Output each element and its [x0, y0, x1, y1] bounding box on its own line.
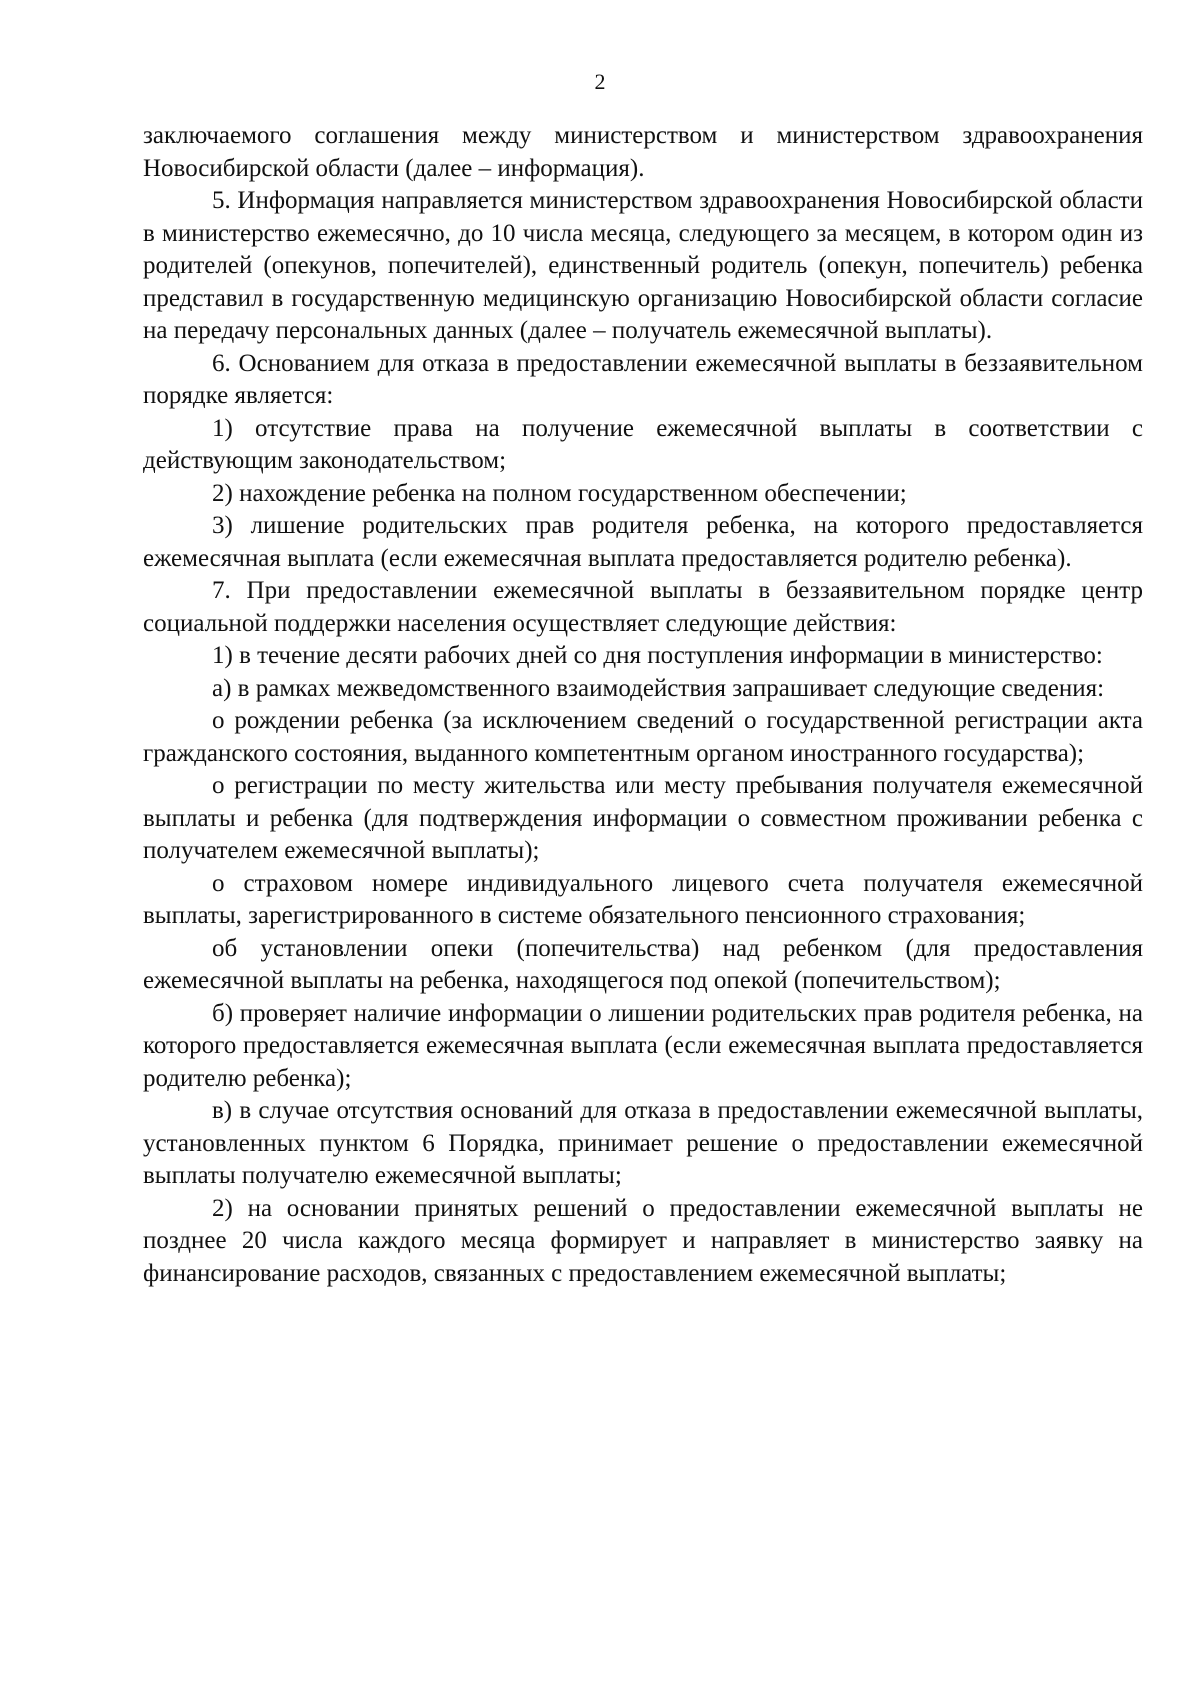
paragraph: 5. Информация направляется министерством здравоохранения Новосибирской области в министерство ежемесячно, до 10 числа месяца, следующего за месяцем, в котором один из родителей (опекунов, попечителей), единственный родитель (опекун, попечитель) ребенка представил в государственную медицинскую организацию Новосибирской области согласие на передачу персональных данных (далее – получатель ежемесячной выплаты). [143, 187, 1143, 344]
paragraph: 3) лишение родительских прав родителя ребенка, на которого предоставляется ежемесячная выплата (если ежемесячная выплата предоставляется родителю ребенка). [143, 512, 1143, 572]
paragraph: а) в рамках межведомственного взаимодействия запрашивает следующие сведения: [212, 674, 1105, 702]
paragraph: о страховом номере индивидуального лицевого счета получателя ежемесячной выплаты, зарегистрированного в системе обязательного пенсионного страхования; [143, 869, 1143, 929]
paragraph: 1) отсутствие права на получение ежемесячной выплаты в соответствии с действующим законодательством; [143, 414, 1143, 474]
paragraph: о регистрации по месту жительства или месту пребывания получателя ежемесячной выплаты и ребенка (для подтверждения информации о совместном проживании ребенка с получателем ежемесячной выплаты); [143, 772, 1143, 864]
paragraph: заключаемого соглашения между министерством и министерством здравоохранения Новосибирской области (далее – информация). [143, 122, 1143, 182]
paragraph: 2) на основании принятых решений о предоставлении ежемесячной выплаты не позднее 20 числа каждого месяца формирует и направляет в министерство заявку на финансирование расходов, связанных с предоставлением ежемесячной выплаты; [143, 1194, 1143, 1287]
paragraph: о рождении ребенка (за исключением сведений о государственной регистрации акта гражданского состояния, выданного компетентным органом иностранного государства); [143, 707, 1143, 767]
paragraph: 1) в течение десяти рабочих дней со дня поступления информации в министерство: [212, 642, 1103, 669]
paragraph: б) проверяет наличие информации о лишении родительских прав родителя ребенка, на которого предоставляется ежемесячная выплата (если ежемесячная выплата предоставляется родителю ребенка); [143, 999, 1143, 1092]
paragraph: 7. При предоставлении ежемесячной выплаты в беззаявительном порядке центр социальной поддержки населения осуществляет следующие действия: [143, 577, 1143, 637]
page-number: 2 [594, 69, 606, 94]
document-body [143, 120, 1143, 1290]
paragraph: 6. Основанием для отказа в предоставлении ежемесячной выплаты в беззаявительном порядке является: [143, 349, 1143, 409]
paragraph: в) в случае отсутствия оснований для отказа в предоставлении ежемесячной выплаты, установленных пунктом 6 Порядка, принимает решение о предоставлении ежемесячной выплаты получателю ежемесячной выплаты; [143, 1097, 1143, 1189]
paragraph: об установлении опеки (попечительства) над ребенком (для предоставления ежемесячной выплаты на ребенка, находящегося под опекой (попечительством); [143, 934, 1143, 994]
paragraph: 2) нахождение ребенка на полном государственном обеспечении; [212, 479, 907, 507]
